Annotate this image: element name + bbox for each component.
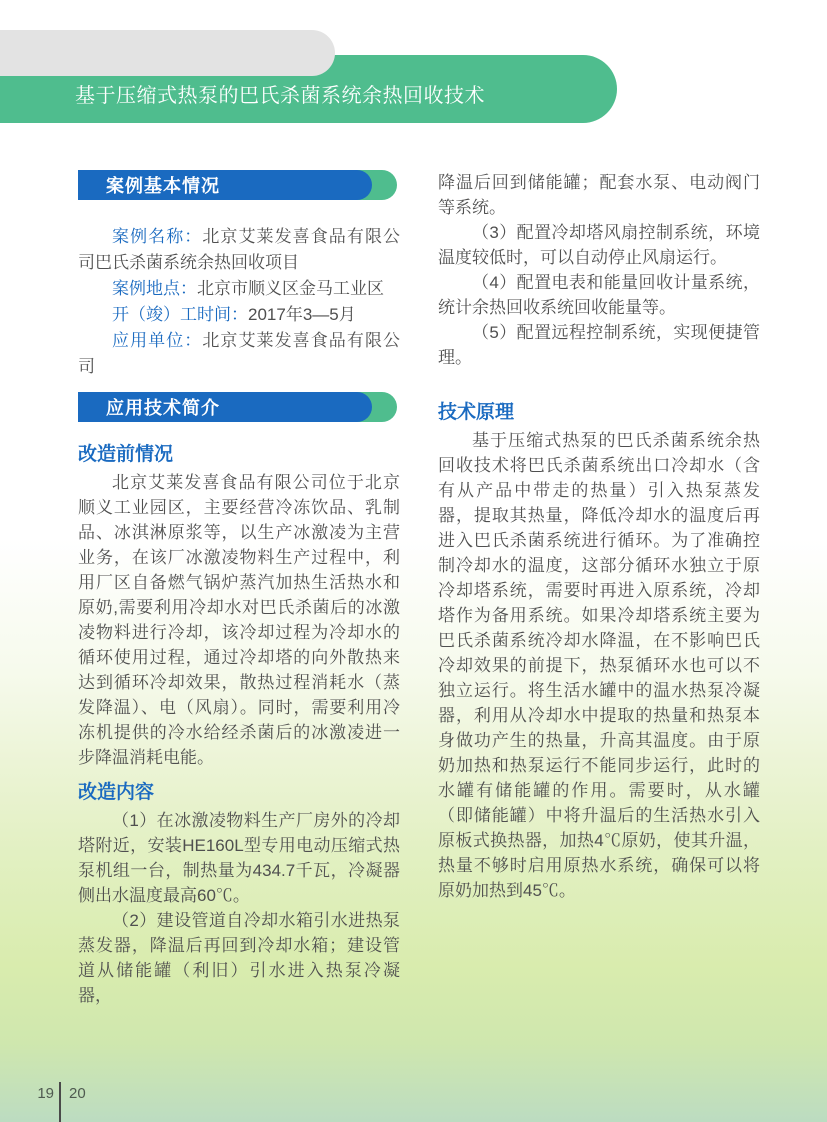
footer-page-number-left: 19 [37, 1085, 54, 1102]
case-field-location [78, 276, 400, 302]
right-column [438, 170, 760, 1008]
footer-page-number-right: 20 [69, 1085, 86, 1102]
field-label: 案例地点： [112, 279, 197, 298]
footer-divider-line [59, 1082, 61, 1122]
paragraph-retrofit-item2-continued: 降温后回到储能罐；配套水泵、电动阀门等系统。 [438, 173, 760, 217]
subheading-before-retrofit: 改造前情况 [78, 444, 174, 465]
field-value: 北京艾莱发喜食品有限公司 [78, 331, 401, 376]
case-field-time [78, 302, 400, 328]
page-title: 基于压缩式热泵的巴氏杀菌系统余热回收技术 [75, 84, 485, 107]
section-header-pill [78, 392, 372, 422]
section-header-label: 应用技术简介 [106, 398, 220, 418]
field-value: 2017年3—5月 [248, 305, 356, 324]
case-field-unit [78, 328, 400, 380]
field-value: 北京市顺义区金马工业区 [197, 279, 384, 298]
subheading-retrofit-content: 改造内容 [78, 782, 155, 803]
field-label: 案例名称： [112, 227, 203, 246]
paragraph-retrofit-item2: （2）建设管道自冷却水箱引水进热泵蒸发器，降温后再回到冷却水箱；建设管道从储能罐（利旧）引水进入热泵冷凝器， [78, 911, 400, 1005]
content-columns [78, 170, 760, 1008]
case-info-block [78, 224, 400, 380]
paragraph-retrofit-item4: （4）配置电表和能量回收计量系统，统计余热回收系统回收能量等。 [438, 273, 760, 317]
section-header-pill [78, 170, 372, 200]
paragraph-retrofit-item3: （3）配置冷却塔风扇控制系统，环境温度较低时，可以自动停止风扇运行。 [438, 223, 760, 267]
field-label: 开（竣）工时间： [112, 305, 248, 324]
left-column [78, 170, 400, 1008]
paragraph-before-retrofit: 北京艾莱发喜食品有限公司位于北京顺义工业园区，主要经营冷冻饮品、乳制品、冰淇淋原浆等，以生产冰激凌为主营业务，在该厂冰激凌物料生产过程中，利用厂区自备燃气锅炉蒸汽加热生活热水和原奶,需要利用冷却水对巴氏杀菌后的冰激凌物料进行冷却，该冷却过程为冷却水的循环使用过程，通过冷却塔的向外散热来达到循环冷却效果，散热过程消耗水（蒸发降温）、电（风扇）。同时，需要利用冷冻机提供的冷水给经杀菌后的冰激凌进一步降温消耗电能。 [78, 473, 400, 767]
paragraph-retrofit-item5: （5）配置远程控制系统，实现便捷管理。 [438, 323, 760, 367]
paragraph-retrofit-item1: （1）在冰激凌物料生产厂房外的冷却塔附近，安装HE160L型专用电动压缩式热泵机组一台，制热量为434.7千瓦，冷凝器侧出水温度最高60℃。 [78, 811, 400, 905]
section-header-case-info [78, 170, 400, 200]
subheading-principle: 技术原理 [438, 402, 515, 423]
field-value: 北京艾莱发喜食品有限公司巴氏杀菌系统余热回收项目 [78, 227, 401, 272]
field-label: 应用单位： [112, 331, 203, 350]
gray-decorative-pill [0, 30, 335, 76]
case-field-name [78, 224, 400, 276]
paragraph-principle: 基于压缩式热泵的巴氏杀菌系统余热回收技术将巴氏杀菌系统出口冷却水（含有从产品中带走的热量）引入热泵蒸发器，提取其热量，降低冷却水的温度后再进入巴氏杀菌系统进行循环。为了准确控制冷却水的温度，这部分循环水独立于原冷却塔系统，需要时再进入原系统，冷却塔作为备用系统。如果冷却塔系统主要为巴氏杀菌系统冷却水降温，在不影响巴氏冷却效果的前提下，热泵循环水也可以不独立运行。将生活水罐中的温水热泵冷凝器，利用从冷却水中提取的热量和热泵本身做功产生的热量，升高其温度。由于原奶加热和热泵运行不能同步运行，此时的水罐有储能罐的作用。需要时，从水罐（即储能罐）中将升温后的生活热水引入原板式换热器，加热4℃原奶，使其升温，热量不够时启用原热水系统，确保可以将原奶加热到45℃。 [438, 431, 760, 900]
section-header-label: 案例基本情况 [106, 176, 220, 196]
section-header-tech-intro [78, 392, 400, 422]
